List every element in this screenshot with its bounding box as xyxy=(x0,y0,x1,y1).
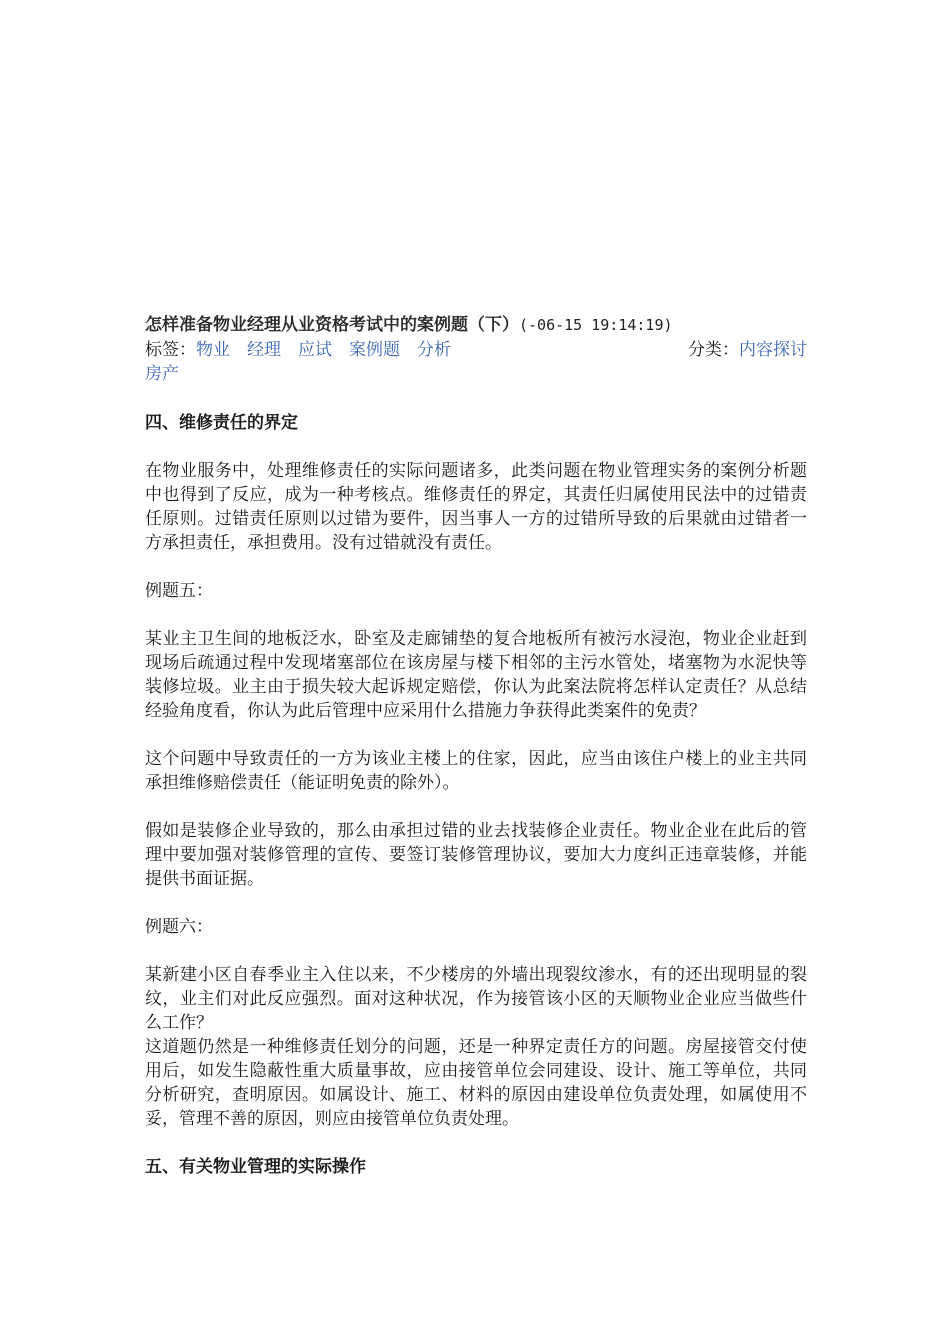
paragraph: 这个问题中导致责任的一方为该业主楼上的住家，因此，应当由该住户楼上的业主共同承担维修赔偿责任（能证明免责的除外）。 xyxy=(145,749,807,793)
tag-link-jingli[interactable]: 经理 xyxy=(247,340,281,360)
category-link-continued[interactable]: 房产 xyxy=(145,364,179,384)
article-meta xyxy=(145,338,807,362)
tag-link-wuye[interactable]: 物业 xyxy=(196,340,230,360)
paragraph: 这道题仍然是一种维修责任划分的问题，还是一种界定责任方的问题。房屋接管交付使用后，如发生隐蔽性重大质量事故，应由接管单位会同建设、设计、施工等单位，共同分析研究，查明原因。如属设计、施工、材料的原因由建设单位负责处理，如属使用不妥，管理不善的原因，则应由接管单位负责处理。 xyxy=(145,1037,807,1129)
tag-link-yingshi[interactable]: 应试 xyxy=(298,340,332,360)
example-label-6: 例题六： xyxy=(145,917,213,937)
category-label: 分类： xyxy=(688,340,739,360)
article-date: (-06-15 19:14:19) xyxy=(519,316,673,334)
section-heading-5: 五、有关物业管理的实际操作 xyxy=(145,1157,366,1177)
article-title-line xyxy=(145,312,807,338)
tag-link-anliti[interactable]: 案例题 xyxy=(349,340,400,360)
article-body xyxy=(145,312,807,1179)
example-label-5: 例题五： xyxy=(145,581,213,601)
paragraph: 某新建小区自春季业主入住以来，不少楼房的外墙出现裂纹渗水，有的还出现明显的裂纹，业主们对此反应强烈。面对这种状况，作为接管该小区的天顺物业企业应当做些什么工作？ xyxy=(145,965,807,1033)
section-heading-4: 四、维修责任的界定 xyxy=(145,413,298,433)
category-link[interactable]: 内容探讨 xyxy=(739,340,807,360)
paragraph: 在物业服务中，处理维修责任的实际问题诸多，此类问题在物业管理实务的案例分析题中也得到了反应，成为一种考核点。维修责任的界定，其责任归属使用民法中的过错责任原则。过错责任原则以过错为要件，因当事人一方的过错所导致的后果就由过错者一方承担责任，承担费用。没有过错就没有责任。 xyxy=(145,461,807,553)
paragraph: 某业主卫生间的地板泛水，卧室及走廊铺垫的复合地板所有被污水浸泡，物业企业赶到现场后疏通过程中发现堵塞部位在该房屋与楼下相邻的主污水管处，堵塞物为水泥快等装修垃圾。业主由于损失较大起诉规定赔偿，你认为此案法院将怎样认定责任？从总结经验角度看，你认为此后管理中应采用什么措施力争获得此类案件的免责？ xyxy=(145,629,807,721)
tag-link-fenxi[interactable]: 分析 xyxy=(417,340,451,360)
tags-label: 标签： xyxy=(145,340,196,360)
category xyxy=(688,338,807,362)
paragraph: 假如是装修企业导致的，那么由承担过错的业去找装修企业责任。物业企业在此后的管理中要加强对装修管理的宣传、要签订装修管理协议，要加大力度纠正违章装修，并能提供书面证据。 xyxy=(145,821,807,889)
article-title: 怎样准备物业经理从业资格考试中的案例题（下） xyxy=(145,315,519,335)
